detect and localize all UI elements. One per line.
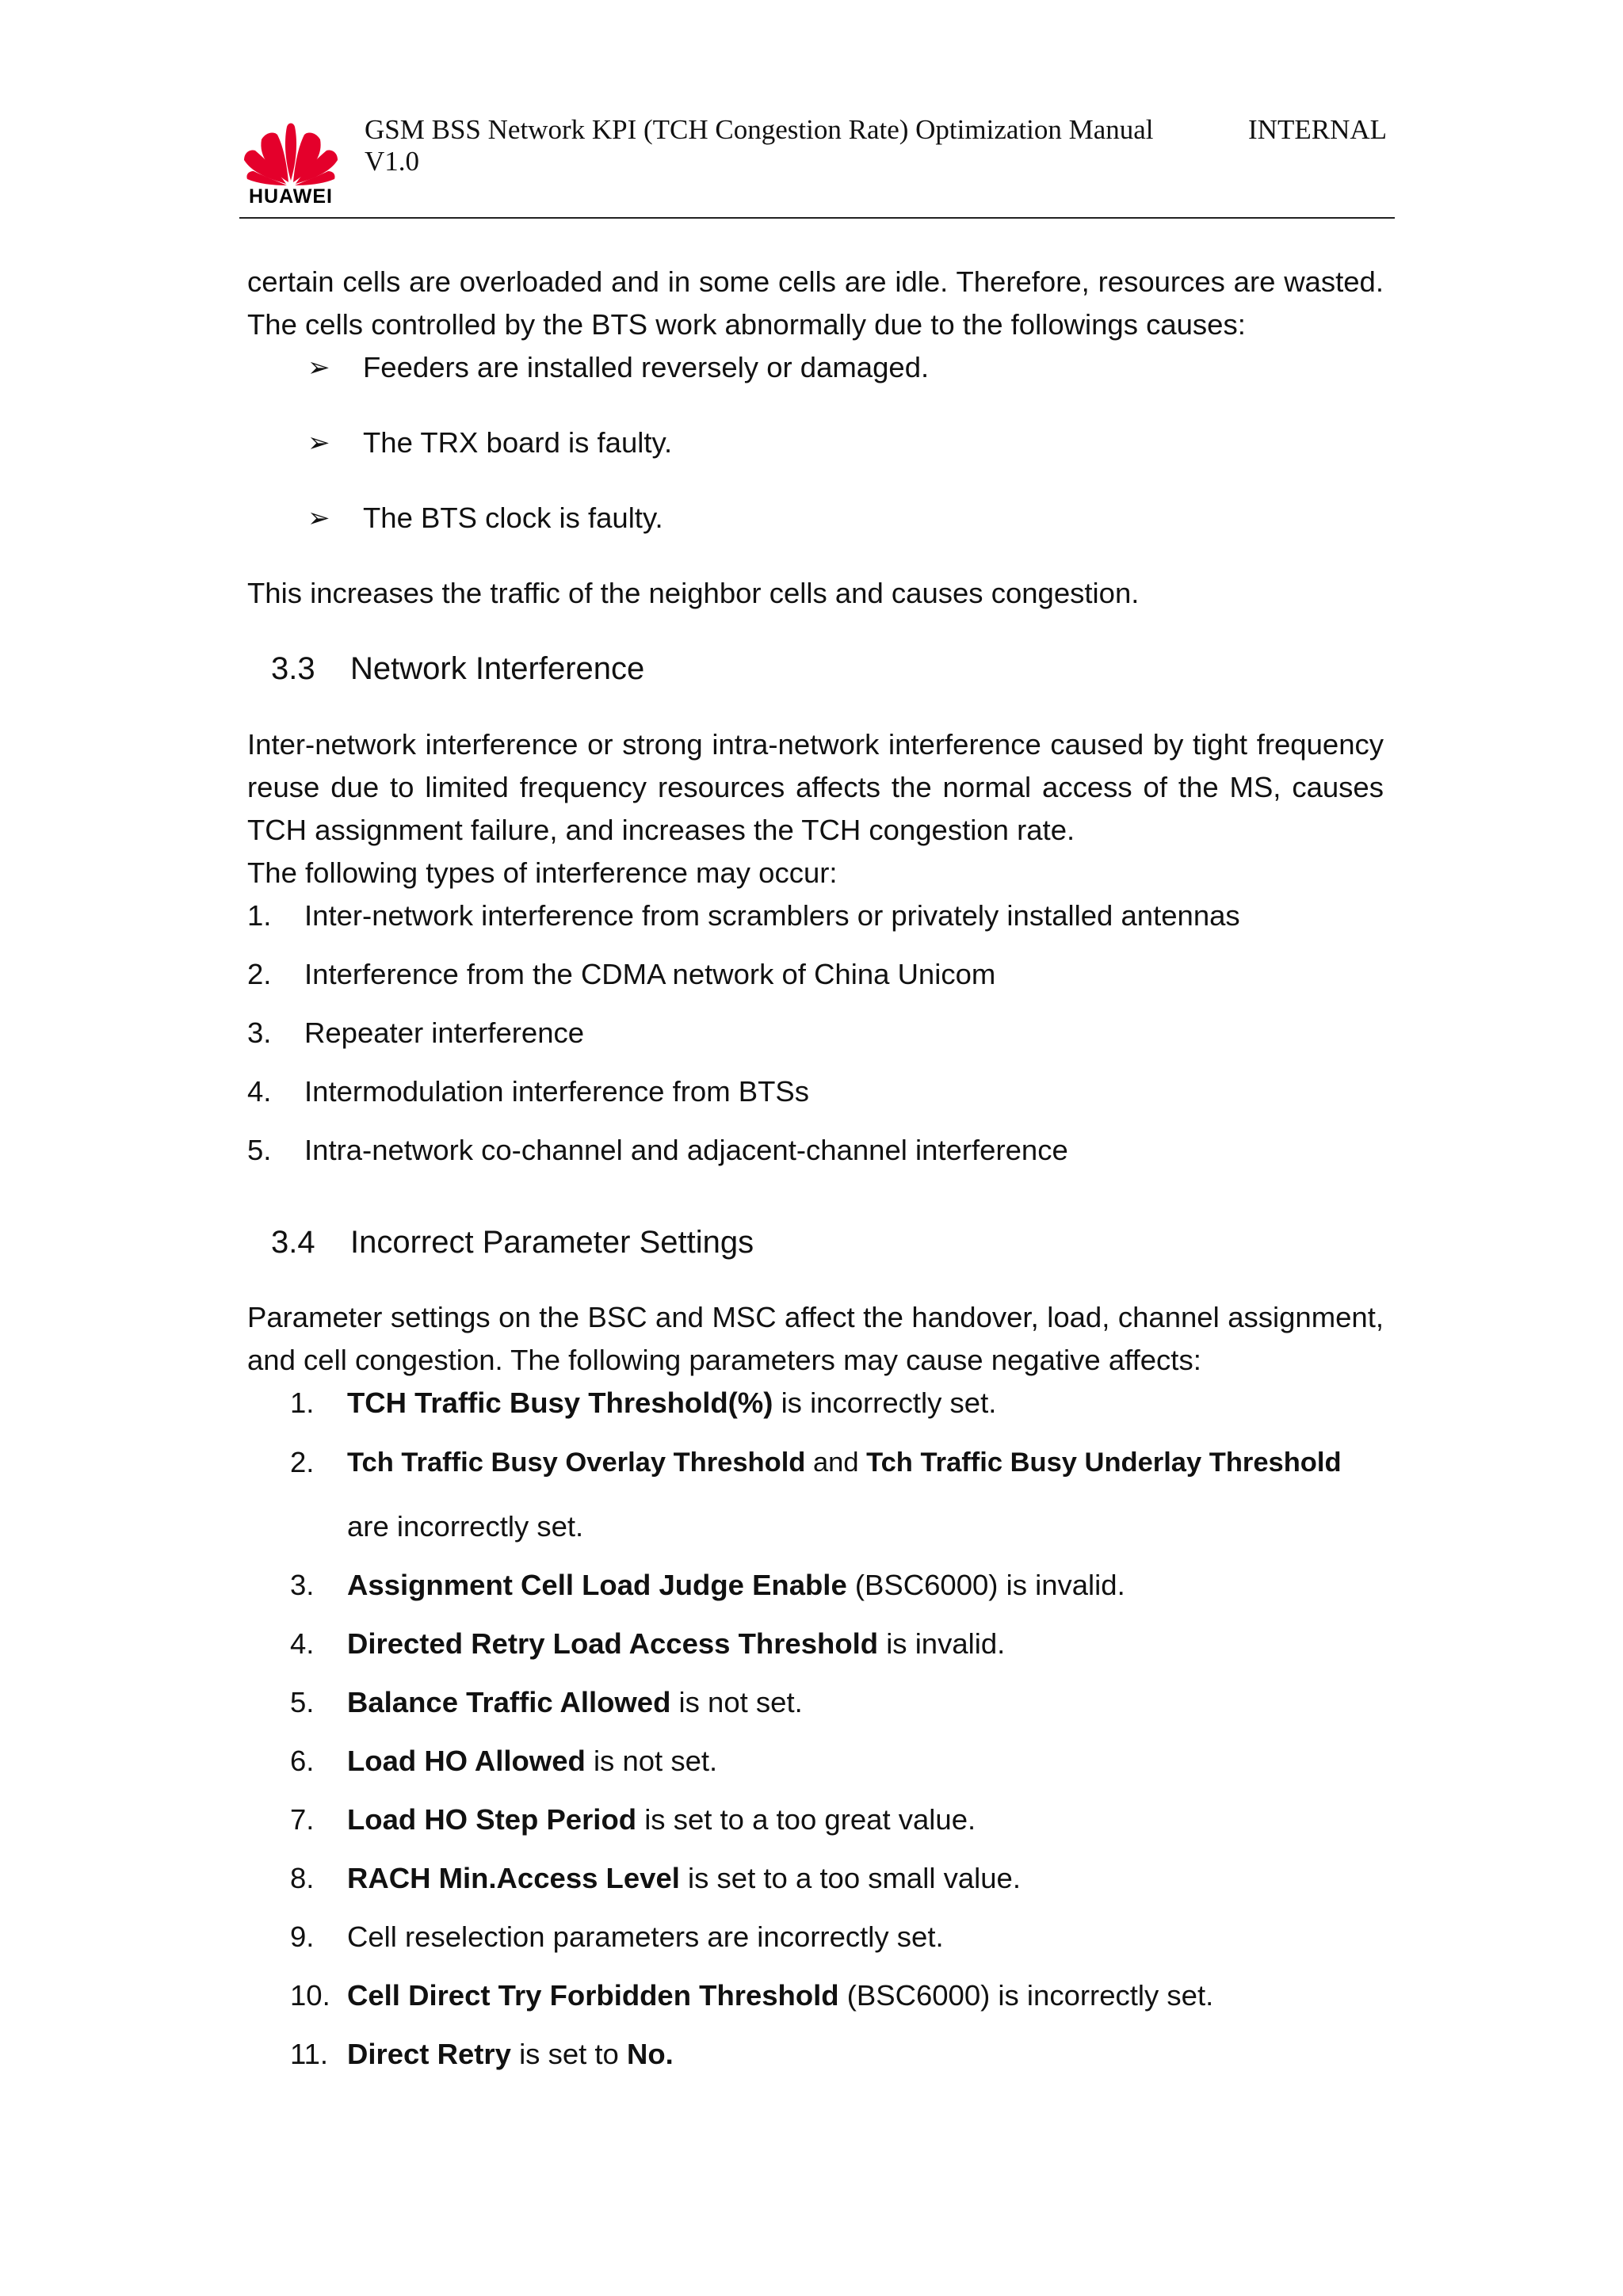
document-title <box>365 114 1154 177</box>
section-number: 3.4 <box>271 1225 315 1260</box>
item-text: is not set. <box>585 1745 718 1777</box>
section-title: Incorrect Parameter Settings <box>350 1225 754 1260</box>
list-item: Intra-network co-channel and adjacent-channel interference <box>304 1134 1068 1166</box>
list-number: 2. <box>290 1446 315 1478</box>
intro-closing: This increases the traffic of the neighbor cells and causes congestion. <box>247 577 1140 609</box>
list-item <box>347 1565 1125 1606</box>
parameter-name: Directed Retry Load Access Threshold <box>347 1627 879 1660</box>
list-number: 1. <box>247 899 272 932</box>
parameter-name: TCH Traffic Busy Threshold(%) <box>347 1386 773 1419</box>
item-text: is set to <box>510 2038 627 2070</box>
list-number: 5. <box>290 1686 315 1718</box>
list-number: 3. <box>290 1569 315 1601</box>
section-number: 3.3 <box>271 651 315 686</box>
list-item: Interference from the CDMA network of China Unicom <box>304 958 996 990</box>
parameter-name: Load HO Step Period <box>347 1803 637 1836</box>
parameter-name: Tch Traffic Busy Overlay Threshold <box>347 1447 806 1478</box>
paragraph-line: reuse due to limited frequency resources affects the normal access of the MS, causes <box>247 771 1384 803</box>
list-number: 5. <box>247 1134 272 1166</box>
list-item: Inter-network interference from scramblers or privately installed antennas <box>304 899 1240 932</box>
item-text: is not set. <box>670 1686 803 1718</box>
list-item <box>347 1682 803 1723</box>
list-number: 7. <box>290 1803 315 1836</box>
paragraph-line: TCH assignment failure, and increases the TCH congestion rate. <box>247 814 1075 846</box>
list-number: 8. <box>290 1862 315 1894</box>
item-continuation: are incorrectly set. <box>347 1510 584 1543</box>
item-text: (BSC6000) is invalid. <box>846 1569 1125 1601</box>
list-item: Feeders are installed reversely or damaged. <box>363 351 930 383</box>
paragraph-line: Inter-network interference or strong intra-network interference caused by tight frequency <box>247 728 1384 761</box>
paragraph-line: Parameter settings on the BSC and MSC affect the handover, load, channel assignment, <box>247 1301 1384 1333</box>
parameter-name: Assignment Cell Load Judge Enable <box>347 1569 847 1601</box>
list-item <box>347 1975 1213 2016</box>
bullet-arrow-icon: ➢ <box>307 503 330 533</box>
item-text: is set to a too small value. <box>679 1862 1021 1894</box>
list-item <box>347 1858 1021 1899</box>
parameter-name: RACH Min.Access Level <box>347 1862 680 1894</box>
list-item <box>347 1741 717 1782</box>
list-item <box>347 1623 1005 1665</box>
list-item: Repeater interference <box>304 1016 585 1049</box>
list-number: 11. <box>290 2038 329 2070</box>
list-number: 1. <box>290 1386 315 1419</box>
paragraph-line: and cell congestion. The following parameters may cause negative affects: <box>247 1344 1201 1376</box>
logo-wordmark: HUAWEI <box>249 185 333 208</box>
list-item: The TRX board is faulty. <box>363 426 673 459</box>
list-number: 9. <box>290 1920 315 1953</box>
bullet-arrow-icon: ➢ <box>307 353 330 383</box>
list-item <box>347 2034 674 2075</box>
intro-line-2: The cells controlled by the BTS work abnormally due to the followings causes: <box>247 308 1246 341</box>
parameter-value: No. <box>626 2038 674 2070</box>
list-item <box>347 1799 976 1840</box>
list-number: 3. <box>247 1016 272 1049</box>
list-item <box>347 1917 944 1958</box>
list-number: 6. <box>290 1745 315 1777</box>
item-text: is incorrectly set. <box>773 1386 997 1419</box>
item-text: is invalid. <box>878 1627 1006 1660</box>
page-header <box>239 111 1395 219</box>
document-version: V1.0 <box>365 146 420 177</box>
list-item <box>347 1383 996 1424</box>
list-item: Intermodulation interference from BTSs <box>304 1075 810 1108</box>
section-title: Network Interference <box>350 651 645 686</box>
parameter-name: Load HO Allowed <box>347 1745 586 1777</box>
list-number: 2. <box>247 958 272 990</box>
parameter-name: Tch Traffic Busy Underlay Threshold <box>866 1447 1342 1478</box>
item-text: and <box>805 1447 867 1478</box>
classification-label: INTERNAL <box>1248 114 1387 145</box>
list-number: 4. <box>247 1075 272 1108</box>
list-item <box>347 1442 1342 1483</box>
item-text: is set to a too great value. <box>636 1803 976 1836</box>
parameter-name: Cell Direct Try Forbidden Threshold <box>347 1979 839 2012</box>
parameter-name: Balance Traffic Allowed <box>347 1686 671 1718</box>
list-item: The BTS clock is faulty. <box>363 502 663 534</box>
list-number: 10. <box>290 1979 330 2012</box>
bullet-arrow-icon: ➢ <box>307 428 330 458</box>
parameter-name: Direct Retry <box>347 2038 511 2070</box>
item-text: (BSC6000) is incorrectly set. <box>838 1979 1214 2012</box>
intro-line-1: certain cells are overloaded and in some cells are idle. Therefore, resources are wasted. <box>247 265 1384 298</box>
list-number: 4. <box>290 1627 315 1660</box>
document-title-line1: GSM BSS Network KPI (TCH Congestion Rate) Optimization Manual <box>365 114 1154 145</box>
paragraph-line: The following types of interference may occur: <box>247 856 838 889</box>
item-text: Cell reselection parameters are incorrectly set. <box>347 1920 944 1953</box>
